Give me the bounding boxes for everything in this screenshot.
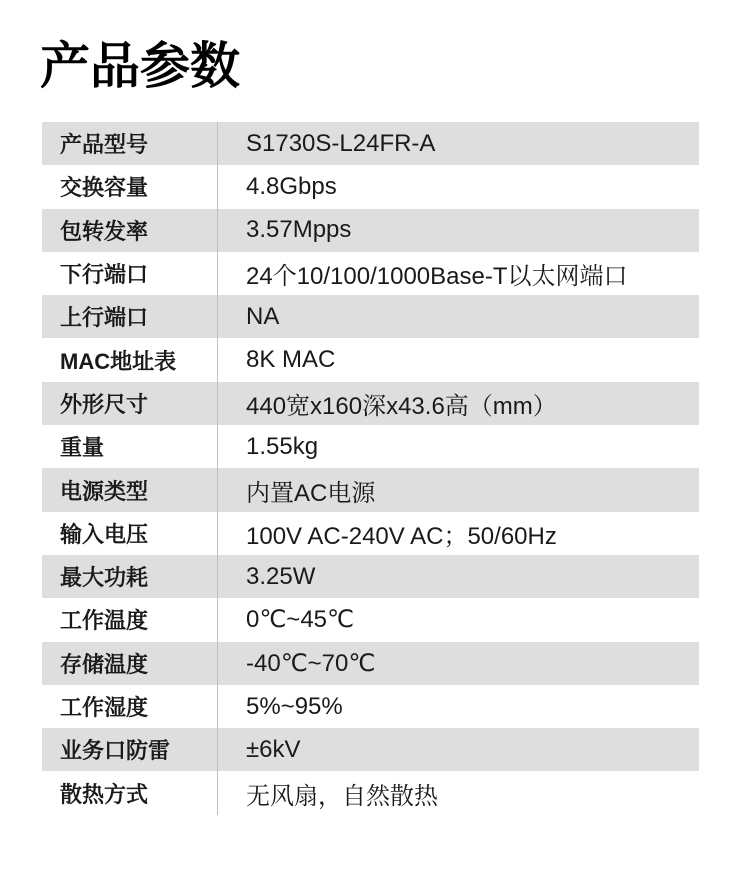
spec-label: 产品型号 [60, 132, 149, 158]
table-row [42, 685, 699, 728]
spec-label: 业务口防雷 [60, 738, 171, 764]
spec-label: 重量 [60, 435, 105, 461]
table-row [42, 642, 699, 685]
spec-label: 包转发率 [60, 218, 149, 244]
table-row [42, 209, 699, 252]
spec-table [42, 122, 699, 815]
spec-value: 440宽x160深x43.6高（mm） [217, 382, 699, 425]
spec-value: 无风扇，自然散热 [217, 771, 699, 814]
table-row [42, 555, 699, 598]
spec-label: 存储温度 [60, 651, 149, 677]
table-row [42, 295, 699, 338]
spec-value: ±6kV [217, 728, 699, 771]
table-row [42, 122, 699, 165]
spec-label: 散热方式 [60, 781, 149, 807]
spec-value: 3.57Mpps [217, 209, 699, 252]
spec-value: 4.8Gbps [217, 165, 699, 208]
table-row [42, 728, 699, 771]
spec-value: 8K MAC [217, 338, 699, 381]
spec-label: 电源类型 [60, 478, 149, 504]
table-row [42, 252, 699, 295]
spec-value: 24个10/100/1000Base-T以太网端口 [217, 252, 699, 295]
spec-label: 工作温度 [60, 608, 149, 634]
spec-label: 输入电压 [60, 521, 149, 547]
table-row [42, 338, 699, 381]
spec-value: NA [217, 295, 699, 338]
spec-value: 5%~95% [217, 685, 699, 728]
table-row [42, 165, 699, 208]
spec-value: 100V AC-240V AC；50/60Hz [217, 512, 699, 555]
spec-label: 外形尺寸 [60, 391, 149, 417]
spec-label: 上行端口 [60, 305, 149, 331]
page-title: 产品参数 [40, 38, 240, 94]
spec-value: 内置AC电源 [217, 468, 699, 511]
table-row [42, 425, 699, 468]
spec-label: 交换容量 [60, 175, 149, 201]
spec-value: 0℃~45℃ [217, 598, 699, 641]
table-row [42, 382, 699, 425]
spec-label: 下行端口 [60, 262, 149, 288]
spec-value: -40℃~70℃ [217, 642, 699, 685]
table-row [42, 598, 699, 641]
table-row [42, 468, 699, 511]
spec-label: 工作湿度 [60, 695, 149, 720]
spec-label: 最大功耗 [60, 565, 149, 591]
table-row [42, 512, 699, 555]
spec-value: S1730S-L24FR-A [217, 122, 699, 165]
spec-value: 3.25W [217, 555, 699, 598]
spec-label: MAC地址表 [60, 348, 177, 374]
table-row [42, 771, 699, 814]
spec-value: 1.55kg [217, 425, 699, 468]
